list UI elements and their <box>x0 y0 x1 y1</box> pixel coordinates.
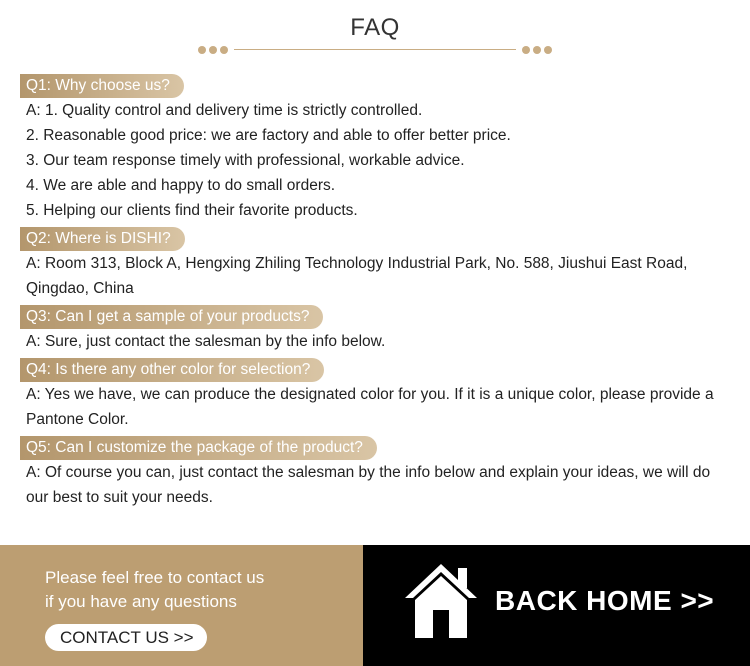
title-divider <box>196 44 554 56</box>
answer-line: our best to suit your needs. <box>26 489 213 506</box>
answer-line: Qingdao, China <box>26 280 134 297</box>
page-title: FAQ <box>350 14 400 41</box>
faq-list <box>20 72 730 512</box>
answer-text <box>20 251 730 301</box>
faq-item-q5 <box>20 434 730 510</box>
answer-line: A: Yes we have, we can produce the designated color for you. If it is a unique color, please provide a <box>26 386 714 403</box>
faq-item-q1 <box>20 72 730 223</box>
house-icon <box>403 562 479 640</box>
back-home-label: BACK HOME >> <box>495 585 715 616</box>
answer-text <box>20 98 730 223</box>
contact-us-button[interactable]: CONTACT US >> <box>45 624 207 651</box>
answer-text <box>20 382 730 432</box>
answer-line: 4. We are able and happy to do small orders. <box>26 177 336 194</box>
answer-line: A: Sure, just contact the salesman by the info below. <box>26 333 386 350</box>
answer-line: 3. Our team response timely with professional, workable advice. <box>26 152 465 169</box>
question-label: Q3: Can I get a sample of your products? <box>20 305 323 329</box>
contact-text-line2: if you have any questions <box>45 592 237 611</box>
question-label: Q4: Is there any other color for selection? <box>20 358 324 382</box>
faq-item-q3 <box>20 303 730 354</box>
answer-text <box>20 460 730 510</box>
faq-item-q2 <box>20 225 730 301</box>
question-label: Q1: Why choose us? <box>20 74 184 98</box>
divider-line <box>234 49 516 50</box>
divider-dots-right <box>522 46 552 54</box>
question-label: Q5: Can I customize the package of the product? <box>20 436 377 460</box>
answer-line: A: Of course you can, just contact the salesman by the info below and explain your ideas, we will do <box>26 464 711 481</box>
faq-header <box>0 0 750 70</box>
contact-text-line1: Please feel free to contact us <box>45 568 265 587</box>
back-home-button[interactable] <box>363 545 750 666</box>
answer-line: A: Room 313, Block A, Hengxing Zhiling Technology Industrial Park, No. 588, Jiushui East Road, <box>26 255 688 272</box>
answer-text <box>20 329 730 354</box>
faq-item-q4 <box>20 356 730 432</box>
answer-line: 5. Helping our clients find their favorite products. <box>26 202 358 219</box>
contact-panel <box>0 545 363 666</box>
divider-dots-left <box>198 46 228 54</box>
answer-line: Pantone Color. <box>26 411 129 428</box>
question-label: Q2: Where is DISHI? <box>20 227 185 251</box>
answer-line: 2. Reasonable good price: we are factory and able to offer better price. <box>26 127 511 144</box>
answer-line: A: 1. Quality control and delivery time is strictly controlled. <box>26 102 423 119</box>
